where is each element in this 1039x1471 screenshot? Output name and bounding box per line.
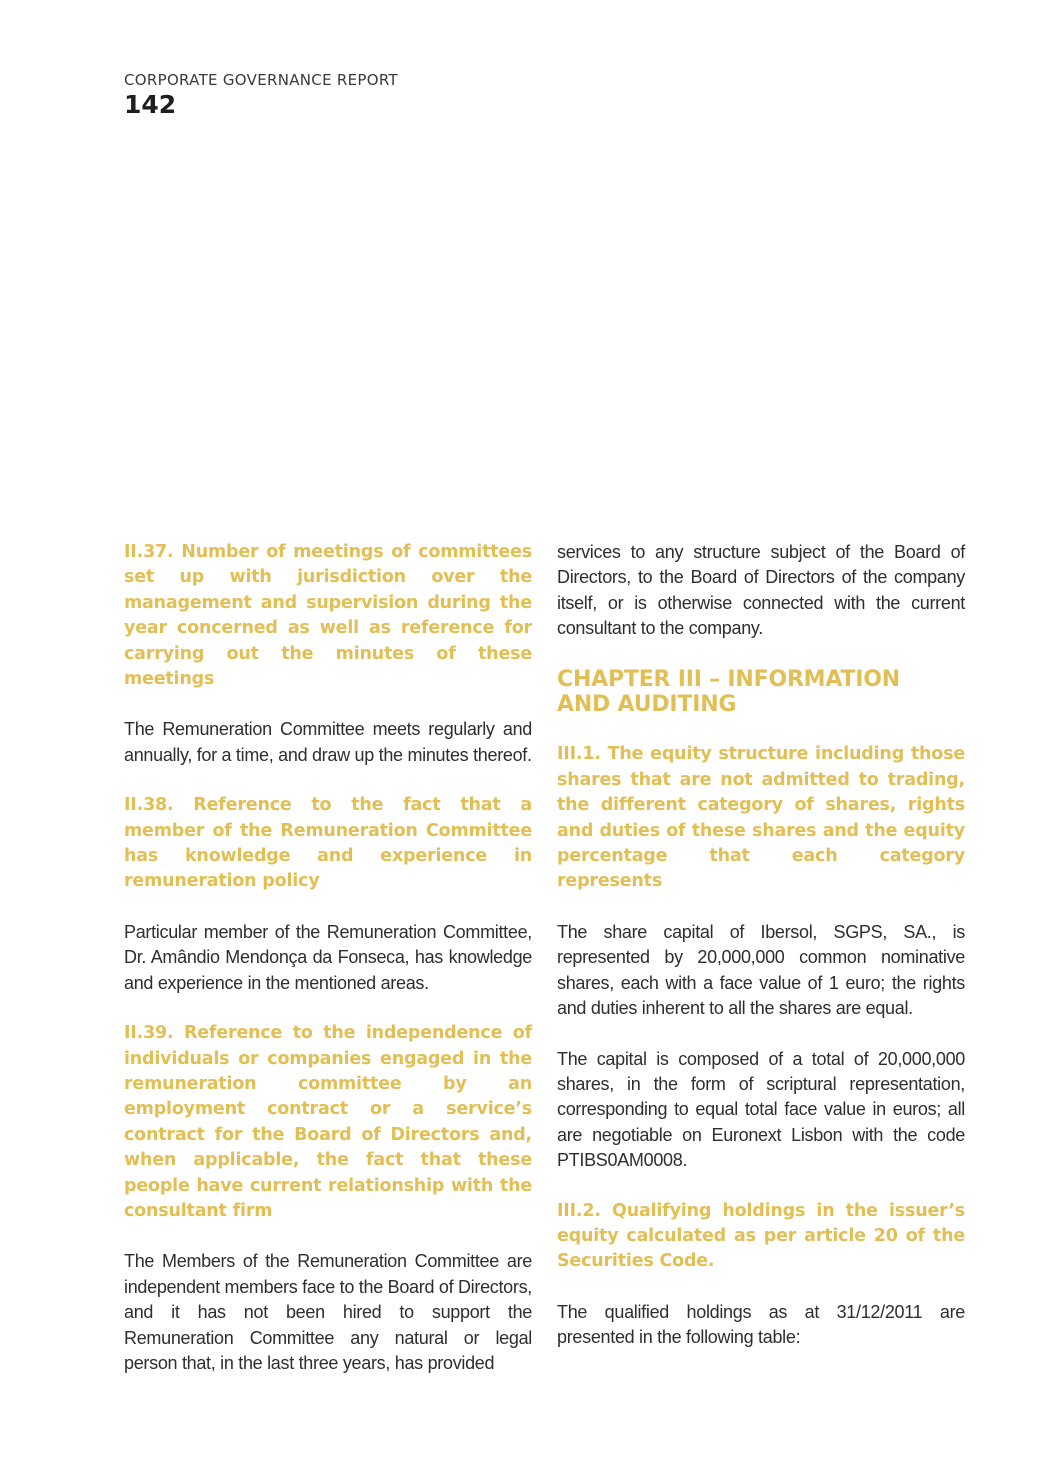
section-heading-ii37: II.37. Number of meetings of committees set up with jurisdiction over the management and supervision during the year concerned as well as reference for carrying out the minutes of these meetings — [124, 542, 532, 690]
continued-paragraph: services to any structure subject of the Board of Directors, to the Board of Directors of the company itself, or is otherwise connected with the current consultant to the company. — [557, 542, 965, 639]
chapter-heading-line-2: AND AUDITING — [557, 692, 737, 718]
section-heading-iii1: III.1. The equity structure including those shares that are not admitted to trading, the different category of shares, rights and duties of these shares and the equity percentage that each category represents — [557, 744, 965, 892]
left-column — [124, 540, 532, 1401]
section-text-ii39: The Members of the Remuneration Committee are independent members face to the Board of Directors, and it has not been hired to support the Remuneration Committee any natural or legal person that, in the last three years, has provided — [124, 1251, 532, 1373]
section-text-iii1-a: The share capital of Ibersol, SGPS, SA., is represented by 20,000,000 common nominative shares, each with a face value of 1 euro; the rights and duties inherent to all the shares are equal. — [557, 921, 965, 1019]
section-text-iii1-b: The capital is composed of a total of 20,000,000 shares, in the form of scriptural representation, corresponding to equal total face value in euros; all are negotiable on Euronext Lisbon with the code PTIBS0AM0008. — [557, 1048, 965, 1171]
section-heading-ii39: II.39. Reference to the independence of individuals or companies engaged in the remuneration committee by an employment contract or a service’s contract for the Board of Directors and, when applicable, the fact that these people have current relationship with the consultant firm — [124, 1023, 532, 1221]
page-number: 142 — [124, 90, 177, 119]
section-heading-ii38: II.38. Reference to the fact that a member of the Remuneration Committee has knowledge and experience in remuneration policy — [124, 795, 532, 892]
section-heading-iii2: III.2. Qualifying holdings in the issuer’s equity calculated as per article 20 of the Securities Code. — [557, 1200, 965, 1272]
right-column — [557, 540, 965, 1376]
chapter-heading — [557, 667, 965, 718]
section-text-iii2: The qualified holdings as at 31/12/2011 are presented in the following table: — [557, 1301, 965, 1348]
section-text-ii38: Particular member of the Remuneration Committee, Dr. Amândio Mendonça da Fonseca, has knowledge and experience in the mentioned areas. — [124, 921, 532, 993]
chapter-heading-line-1: CHAPTER III – INFORMATION — [557, 666, 901, 692]
section-text-ii37: The Remuneration Committee meets regularly and annually, for a time, and draw up the minutes thereof. — [124, 719, 532, 765]
report-title: CORPORATE GOVERNANCE REPORT — [124, 71, 398, 89]
